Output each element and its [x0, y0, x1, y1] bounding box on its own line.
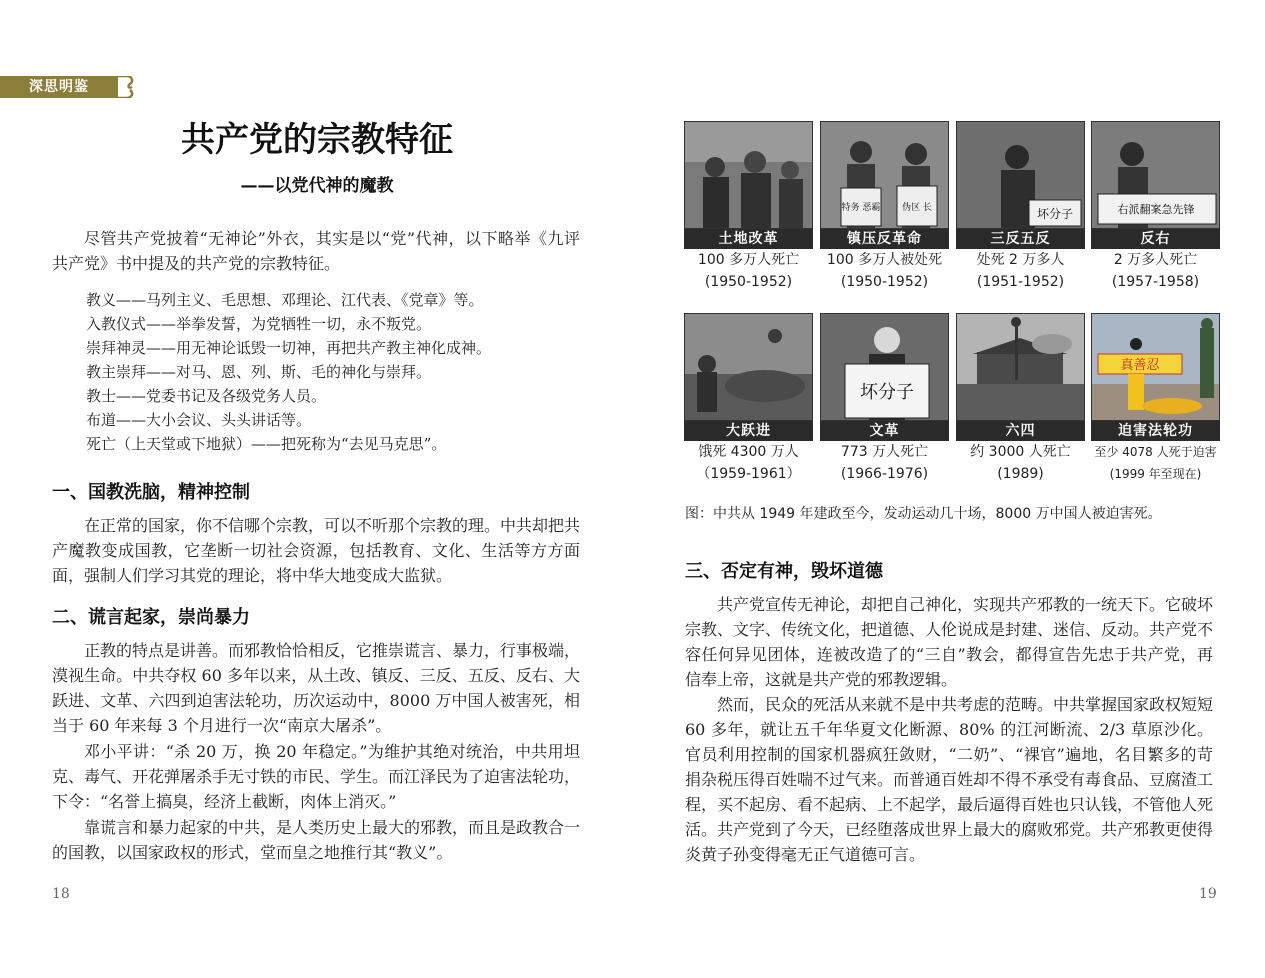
- paragraph-1: 在正常的国家，你不信哪个宗教，可以不听那个宗教的理。中共却把共产魔教变成国教，它垄断一切社会资源，包括教育、文化、生活等方方面面，强制人们学习其党的理论，将中华大地变成大监狱。: [52, 516, 581, 585]
- photo-sign: 坏分子: [1036, 207, 1074, 221]
- paragraph-4: 靠谎言和暴力起家的中共，是人类历史上最大的邪教，而且是政教合一的国教，以国家政权的形式，堂而皇之地推行其“教义”。: [52, 818, 581, 862]
- campaign-card: [820, 121, 949, 293]
- campaign-card: [1091, 313, 1220, 485]
- campaign-years: (1951-1952): [976, 274, 1065, 290]
- campaign-deaths: 2 万多人死亡: [1113, 252, 1198, 268]
- doctrine-item: 死亡（上天堂或下地狱）——把死称为“去见马克思”。: [86, 435, 447, 453]
- section-heading-2: 二、谎言起家，崇尚暴力: [52, 607, 250, 628]
- section-heading-1: 一、国教洗脑，精神控制: [52, 482, 250, 503]
- campaign-years: (1989): [997, 466, 1044, 482]
- campaign-years: (1966-1976): [840, 466, 929, 482]
- doctrine-item: 教义——马列主义、毛思想、邓理论、江代表、《党章》等。: [86, 291, 484, 309]
- campaign-card: [1091, 121, 1220, 293]
- campaign-deaths: 饿死 4300 万人: [698, 444, 799, 460]
- scroll-ornament-icon: [118, 76, 138, 98]
- photo-sign: 伪区 长: [902, 203, 932, 213]
- page-subtitle: ——以党代神的魔教: [240, 176, 394, 196]
- section-heading-3: 三、否定有神，毁坏道德: [685, 561, 883, 582]
- campaign-deaths: 100 多万人死亡: [697, 252, 800, 268]
- paragraph-6: 然而，民众的死活从来就不是中共考虑的范畴。中共掌握国家政权短短 60 多年，就让五千年华夏文化断源、80% 的江河断流、2/3 草原沙化。官员利用控制的国家机器疯狂敛财，“二奶”、“裸官”遍地，名目繁多的苛捐杂税压得百姓喘不过气来。而普通百姓却不得不承受有毒食品、豆腐渣工程，买不起房、看不起病、上不起学，最后逼得百姓也只认钱，不管他人死活。共产党到了今天，已经堕落成世界上最大的腐败邪党。共产邪教更使得炎黄子孙变得毫无正气道德可言。: [685, 695, 1214, 864]
- campaign-label: 文革: [820, 421, 949, 441]
- campaign-photo: [956, 121, 1085, 229]
- campaign-card: [820, 313, 949, 485]
- campaign-label: 大跃进: [684, 421, 813, 441]
- doctrine-item: 崇拜神灵——用无神论诋毁一切神，再把共产教主神化成神。: [86, 339, 492, 357]
- photo-sign: 特务 恶霸: [841, 203, 881, 213]
- doctrine-list: [86, 288, 586, 456]
- left-page: [0, 0, 632, 978]
- campaign-deaths: 773 万人死亡: [840, 444, 929, 460]
- page-title: 共产党的宗教特征: [181, 120, 453, 160]
- paragraph-3: 邓小平讲：“杀 20 万，换 20 年稳定。”为维护其绝对统治，中共用坦克、毒气、开花弹屠杀手无寸铁的市民、学生。而江泽民为了迫害法轮功，下令：“名誉上搞臭，经济上截断，肉体上消灭。”: [52, 742, 581, 811]
- right-page: [633, 0, 1265, 978]
- page-number: 19: [1199, 886, 1217, 902]
- intro-paragraph: 尽管共产党披着“无神论”外衣，其实是以“党”代神，以下略举《九评共产党》书中提及的共产党的宗教特征。: [52, 229, 580, 273]
- campaign-photo: [1091, 313, 1220, 421]
- campaign-card: [956, 121, 1085, 293]
- campaign-photo: [956, 313, 1085, 421]
- campaign-card: [684, 121, 813, 293]
- campaign-label: 三反五反: [956, 229, 1085, 249]
- doctrine-item: 布道——大小会议、头头讲话等。: [86, 411, 312, 429]
- campaign-deaths: 处死 2 万多人: [976, 252, 1065, 268]
- paragraph-5: 共产党宣传无神论，却把自己神化，实现共产邪教的一统天下。它破坏宗教、文字、传统文化，把道德、人伦说成是封建、迷信、反动。共产党不容任何异见团体，连被改造了的“三自”教会，都得宣告先忠于共产党，再信奉上帝，这就是共产党的邪教逻辑。: [685, 595, 1214, 689]
- campaign-years: （1959-1961）: [696, 466, 801, 482]
- campaign-years: (1950-1952): [704, 274, 793, 290]
- campaign-photo: [684, 121, 813, 229]
- campaign-photo: [820, 121, 949, 229]
- campaign-deaths: 至少 4078 人死于迫害: [1094, 445, 1217, 459]
- campaign-photo: [820, 313, 949, 421]
- doctrine-item: 教士——党委书记及各级党务人员。: [86, 387, 327, 405]
- campaign-photo: [684, 313, 813, 421]
- campaign-deaths: 约 3000 人死亡: [970, 444, 1071, 460]
- section-tag: 深思明鉴: [0, 76, 118, 98]
- campaign-years: (1957-1958): [1111, 274, 1200, 290]
- campaign-label: 迫害法轮功: [1091, 421, 1220, 441]
- campaign-label: 镇压反革命: [820, 229, 949, 249]
- page-number: 18: [52, 886, 70, 902]
- campaign-label: 土地改革: [684, 229, 813, 249]
- photo-sign: 真善忍: [1120, 358, 1160, 373]
- figure-caption: 图：中共从 1949 年建政至今，发动运动几十场，8000 万中国人被迫害死。: [685, 506, 1162, 522]
- paragraph-2: 正教的特点是讲善。而邪教恰恰相反，它推崇谎言、暴力，行事极端，漠视生命。中共夺权 60 多年以来，从土改、镇反、三反、五反、反右、大跃进、文革、六四到迫害法轮功，历次运动中，8000 万中国人被害死，相当于 60 年来每 3 个月进行一次“南京大屠杀”。: [52, 641, 581, 735]
- campaign-label: 反右: [1091, 229, 1220, 249]
- doctrine-item: 入教仪式——举拳发誓，为党牺牲一切，永不叛党。: [86, 315, 432, 333]
- campaign-card: [956, 313, 1085, 485]
- campaign-photo: [1091, 121, 1220, 229]
- doctrine-item: 教主崇拜——对马、恩、列、斯、毛的神化与崇拜。: [86, 363, 432, 381]
- campaign-deaths: 100 多万人被处死: [826, 252, 943, 268]
- photo-sign: 坏分子: [860, 382, 914, 403]
- photo-sign: 右派翻案急先锋: [1117, 203, 1195, 216]
- campaign-years: (1999 年至现在): [1109, 467, 1202, 481]
- campaign-card: [684, 313, 813, 485]
- campaign-label: 六四: [956, 421, 1085, 441]
- campaign-years: (1950-1952): [840, 274, 929, 290]
